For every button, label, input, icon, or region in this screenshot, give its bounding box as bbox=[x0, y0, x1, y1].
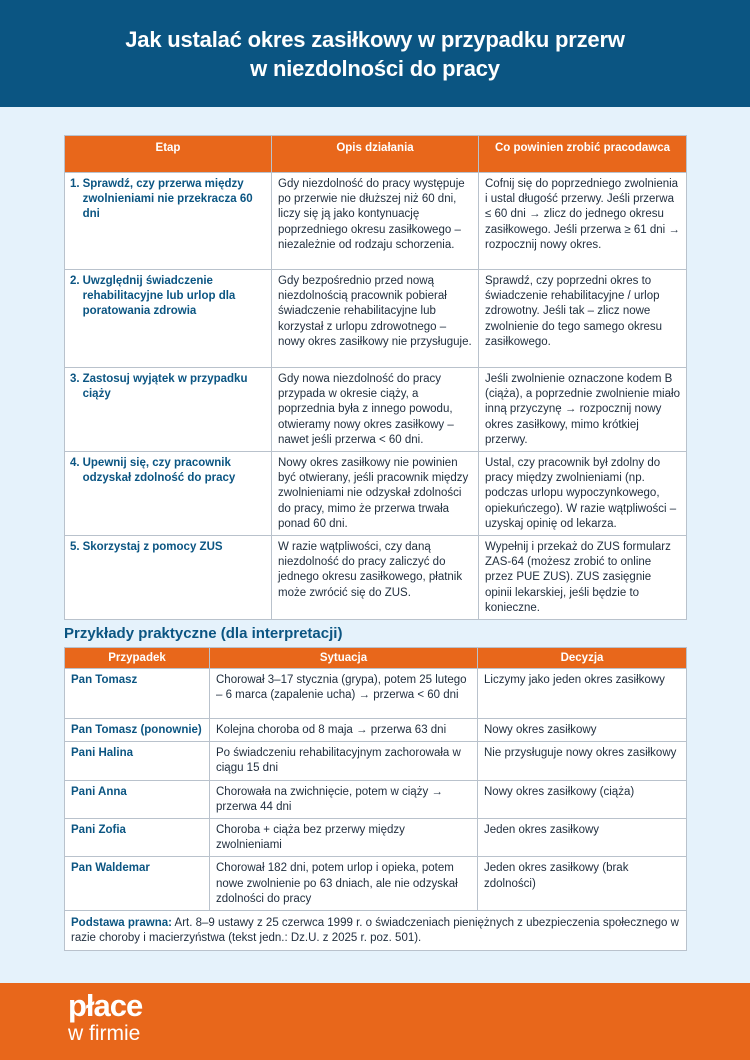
description-cell: Gdy nowa niezdolność do pracy przypada w okresie ciąży, a poprzednia była z innego powodu, otwieramy nowy okres zasiłkowy – nawet jeśli przerwa < 60 dni. bbox=[272, 368, 479, 452]
situation-cell: Chorował 182 dni, potem urlop i opieka, potem nowe zwolnienie po 63 dniach, ale nie odzyskał zdolności do pracy bbox=[210, 857, 478, 911]
col-header-opis: Opis działania bbox=[272, 136, 479, 173]
step-label: Uwzględnij świadczenie rehabilitacyjne lub urlop dla poratowania zdrowia bbox=[82, 275, 236, 318]
step-number: 2. bbox=[70, 275, 80, 287]
case-cell: Pani Halina bbox=[65, 742, 210, 780]
step-label: Sprawdź, czy przerwa między zwolnieniami nie przekracza 60 dni bbox=[82, 178, 253, 221]
table-row bbox=[65, 452, 687, 536]
table-row bbox=[65, 819, 687, 857]
decision-cell: Nowy okres zasiłkowy (ciąża) bbox=[478, 780, 687, 818]
situation-cell: Po świadczeniu rehabilitacyjnym zachorowała w ciągu 15 dni bbox=[210, 742, 478, 780]
legal-basis-text: Art. 8–9 ustawy z 25 czerwca 1999 r. o świadczeniach pieniężnych z ubezpieczenia społecznego w razie choroby i macierzyństwa (tekst jedn.: Dz.U. z 2025 r. poz. 501). bbox=[71, 917, 679, 945]
situation-cell: Chorował 3–17 stycznia (grypa), potem 25 lutego – 6 marca (zapalenie ucha) → przerwa < 60 dni bbox=[210, 669, 478, 719]
page-header bbox=[0, 0, 750, 107]
case-cell: Pani Zofia bbox=[65, 819, 210, 857]
step-cell bbox=[65, 173, 272, 270]
page-footer bbox=[0, 983, 750, 1060]
description-cell: W razie wątpliwości, czy daną niezdolność do pracy zaliczyć do jednego okresu zasiłkowego, płatnik może zwrócić się do ZUS. bbox=[272, 536, 479, 620]
table-row bbox=[65, 719, 687, 742]
table-row bbox=[65, 780, 687, 818]
step-cell bbox=[65, 536, 272, 620]
case-cell: Pani Anna bbox=[65, 780, 210, 818]
step-cell bbox=[65, 368, 272, 452]
table-row bbox=[65, 536, 687, 620]
legal-basis-row bbox=[65, 911, 687, 951]
description-cell: Nowy okres zasiłkowy nie powinien być otwierany, jeśli pracownik między zwolnieniami nie odzyskał zdolności do pracy, mimo że przerwa trwała ponad 60 dni. bbox=[272, 452, 479, 536]
step-cell bbox=[65, 452, 272, 536]
steps-table bbox=[64, 135, 687, 620]
step-number: 4. bbox=[70, 457, 80, 470]
employer-cell: Wypełnij i przekaż do ZUS formularz ZAS-64 (możesz zrobić to online przez PUE ZUS). ZUS zasięgnie opinii lekarskiej, jeśli będzie to konieczne. bbox=[479, 536, 687, 620]
description-cell: Gdy bezpośrednio przed nową niezdolnością pracownik pobierał świadczenie rehabilitacyjne lub korzystał z urlopu zdrowotnego – nowy okres zasiłkowy nie przysługuje. bbox=[272, 270, 479, 368]
page-title bbox=[125, 25, 624, 83]
case-cell: Pan Tomasz (ponownie) bbox=[65, 719, 210, 742]
page-title-line2: w niezdolności do pracy bbox=[250, 55, 500, 81]
case-cell: Pan Waldemar bbox=[65, 857, 210, 911]
employer-cell: Sprawdź, czy poprzedni okres to świadczenie rehabilitacyjne / urlop zdrowotny. Jeśli tak – zlicz nowe zwolnienie do tego samego okresu zasiłkowego. bbox=[479, 270, 687, 368]
table-row bbox=[65, 368, 687, 452]
page-title-line1: Jak ustalać okres zasiłkowy w przypadku przerw bbox=[125, 26, 625, 52]
col-header-etap: Etap bbox=[65, 136, 272, 173]
table-row bbox=[65, 857, 687, 911]
col-header-pracodawca: Co powinien zrobić pracodawca bbox=[479, 136, 687, 173]
col-header-przypadek: Przypadek bbox=[65, 648, 210, 669]
examples-title: Przykłady praktyczne (dla interpretacji) bbox=[64, 625, 343, 642]
step-number: 3. bbox=[70, 373, 80, 385]
step-label: Skorzystaj z pomocy ZUS bbox=[82, 541, 223, 554]
step-number: 5. bbox=[70, 541, 80, 554]
table-row bbox=[65, 742, 687, 780]
col-header-sytuacja: Sytuacja bbox=[210, 648, 478, 669]
table-row bbox=[65, 669, 687, 719]
situation-cell: Choroba + ciąża bez przerwy między zwolnieniami bbox=[210, 819, 478, 857]
step-number: 1. bbox=[70, 178, 80, 190]
decision-cell: Liczymy jako jeden okres zasiłkowy bbox=[478, 669, 687, 719]
situation-cell: Chorowała na zwichnięcie, potem w ciąży → przerwa 44 dni bbox=[210, 780, 478, 818]
logo-line1: płace bbox=[68, 988, 143, 1023]
table-row bbox=[65, 173, 687, 270]
place-w-firmie-logo bbox=[64, 988, 168, 1051]
decision-cell: Nie przysługuje nowy okres zasiłkowy bbox=[478, 742, 687, 780]
employer-cell: Jeśli zwolnienie oznaczone kodem B (ciąża), a poprzednie zwolnienie miało inną przyczynę → rozpocznij nowy okres zasiłkowy, mimo krótkiej przerwy. bbox=[479, 368, 687, 452]
situation-cell: Kolejna choroba od 8 maja → przerwa 63 dni bbox=[210, 719, 478, 742]
description-cell: Gdy niezdolność do pracy występuje po przerwie nie dłuższej niż 60 dni, liczy się ją jako kontynuację poprzedniego okresu zasiłkowego – niezależnie od rodzaju schorzenia. bbox=[272, 173, 479, 270]
legal-basis-label: Podstawa prawna: bbox=[71, 917, 172, 930]
decision-cell: Jeden okres zasiłkowy bbox=[478, 819, 687, 857]
col-header-decyzja: Decyzja bbox=[478, 648, 687, 669]
step-cell bbox=[65, 270, 272, 368]
examples-table-header bbox=[65, 648, 687, 669]
step-label: Zastosuj wyjątek w przypadku ciąży bbox=[82, 373, 248, 401]
examples-table bbox=[64, 647, 687, 951]
decision-cell: Nowy okres zasiłkowy bbox=[478, 719, 687, 742]
logo-line2: w firmie bbox=[68, 1022, 141, 1045]
step-label: Upewnij się, czy pracownik odzyskał zdolność do pracy bbox=[82, 457, 236, 485]
legal-basis-cell bbox=[65, 911, 687, 951]
case-cell: Pan Tomasz bbox=[65, 669, 210, 719]
table-row bbox=[65, 270, 687, 368]
employer-cell: Cofnij się do poprzedniego zwolnienia i ustal długość przerwy. Jeśli przerwa ≤ 60 dni → zlicz do jednego okresu zasiłkowego. Jeśli przerwa ≥ 61 dni → rozpocznij nowy okres. bbox=[479, 173, 687, 270]
employer-cell: Ustal, czy pracownik był zdolny do pracy między zwolnieniami (np. podczas urlopu wypoczynkowego, opiekuńczego). W razie wątpliwości – uzyskaj opinię od lekarza. bbox=[479, 452, 687, 536]
decision-cell: Jeden okres zasiłkowy (brak zdolności) bbox=[478, 857, 687, 911]
steps-table-header bbox=[65, 136, 687, 173]
